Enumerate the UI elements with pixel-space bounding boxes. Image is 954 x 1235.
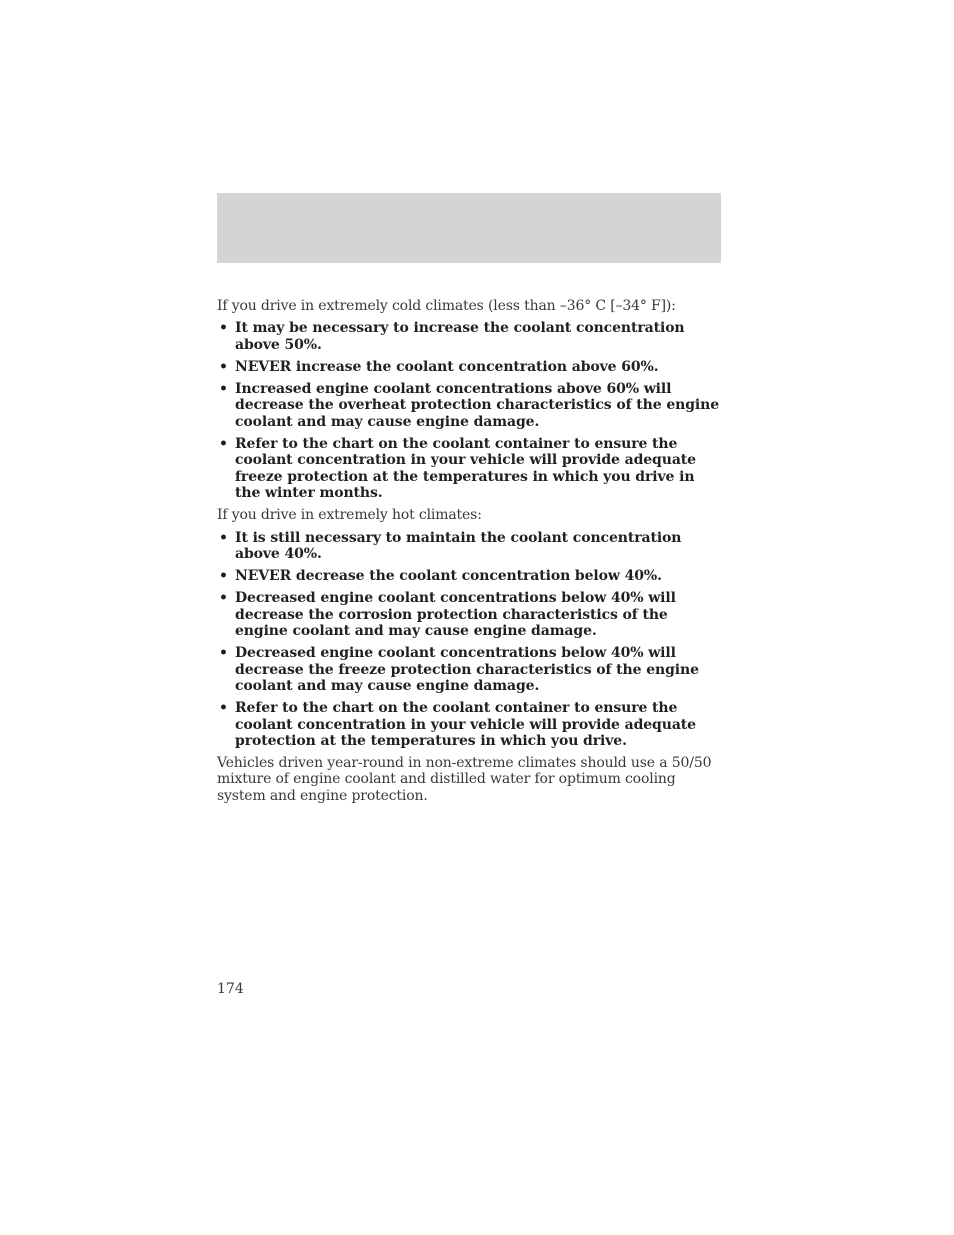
bullet-icon: •: [219, 568, 228, 585]
bullet-icon: •: [219, 590, 228, 607]
list-item: [217, 320, 723, 353]
page-number: 174: [217, 981, 244, 997]
bullet-icon: •: [219, 381, 228, 398]
bullet-icon: •: [219, 436, 228, 453]
list-item-text: Refer to the chart on the coolant container to ensure the coolant concentration in your vehicle will provide adequate protection at the temperatures in which you drive.: [235, 700, 696, 749]
bullet-icon: •: [219, 358, 228, 375]
section-header-band: [217, 193, 721, 263]
page-content: [217, 298, 723, 804]
list-item: [217, 700, 723, 749]
hot-climate-intro: If you drive in extremely hot climates:: [217, 507, 482, 524]
list-item-text: Refer to the chart on the coolant container to ensure the coolant concentration in your vehicle will provide adequate freeze protection at the temperatures in which you drive in the winter months.: [235, 436, 696, 501]
list-item-text: It is still necessary to maintain the coolant concentration above 40%.: [235, 529, 682, 562]
list-item-text: It may be necessary to increase the coolant concentration above 50%.: [235, 320, 685, 353]
hot-climate-list: [217, 530, 723, 750]
bullet-icon: •: [219, 320, 228, 337]
list-item: [217, 645, 723, 694]
bullet-icon: •: [219, 645, 228, 662]
list-item-text: NEVER increase the coolant concentration above 60%.: [235, 358, 659, 375]
list-item-text: Decreased engine coolant concentrations below 40% will decrease the corrosion protection characteristics of the engine coolant and may cause engine damage.: [235, 590, 676, 640]
closing-paragraph: Vehicles driven year-round in non-extreme climates should use a 50/50 mixture of engine coolant and distilled water for optimum cooling system and engine protection.: [217, 755, 712, 804]
list-item: [217, 568, 723, 584]
list-item-text: Decreased engine coolant concentrations below 40% will decrease the freeze protection characteristics of the engine coolant and may cause engine damage.: [235, 645, 699, 694]
bullet-icon: •: [219, 700, 228, 717]
list-item-text: NEVER decrease the coolant concentration below 40%.: [235, 568, 662, 585]
list-item: [217, 359, 723, 375]
list-item: [217, 436, 723, 501]
cold-climate-list: [217, 320, 723, 501]
list-item: [217, 590, 723, 639]
list-item-text: Increased engine coolant concentrations above 60% will decrease the overheat protection characteristics of the engine coolant and may cause engine damage.: [235, 381, 719, 430]
bullet-icon: •: [219, 529, 228, 546]
list-item: [217, 381, 723, 430]
cold-climate-intro: If you drive in extremely cold climates (less than –36° C [–34° F]):: [217, 298, 676, 314]
list-item: [217, 530, 723, 563]
